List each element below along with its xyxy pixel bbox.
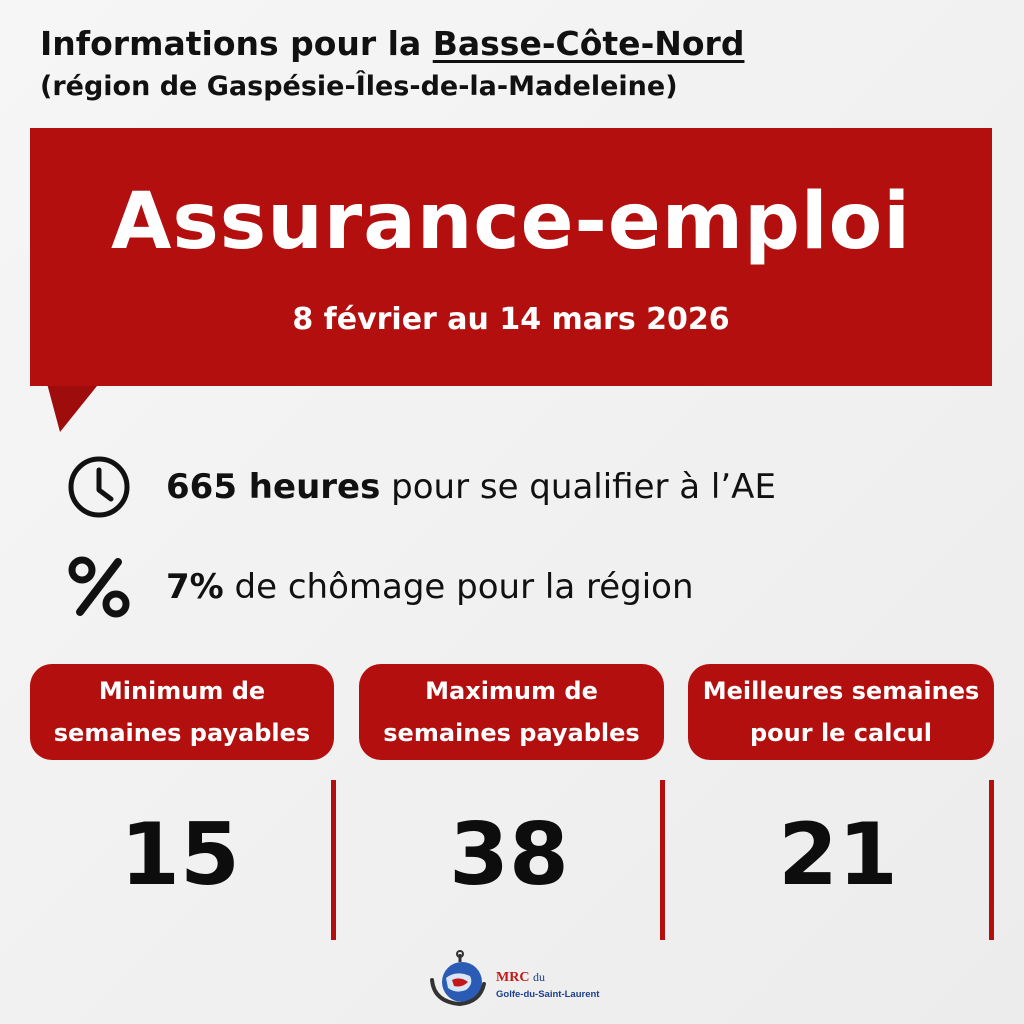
fact-unemployment-value: 7% — [166, 567, 224, 607]
stat-header-line: Meilleures semaines — [702, 677, 980, 705]
stat-header-max-weeks — [359, 664, 664, 760]
column-divider — [331, 780, 336, 940]
stat-value-min-weeks: 15 — [120, 805, 240, 905]
title-banner — [30, 128, 992, 386]
title-prefix: Informations pour la — [40, 24, 433, 63]
logo-name-main: MRC — [496, 970, 530, 985]
stat-value-max-weeks: 38 — [449, 805, 569, 905]
fact-hours — [66, 452, 776, 522]
clock-icon — [66, 454, 132, 520]
stat-header-best-weeks — [688, 664, 994, 760]
stat-value-best-weeks: 21 — [778, 805, 898, 905]
column-divider — [660, 780, 665, 940]
stat-header-line: Minimum de — [98, 677, 266, 705]
fact-unemployment-label: de chômage pour la région — [223, 567, 694, 607]
region-name: Basse-Côte-Nord — [432, 24, 745, 63]
fact-hours-label: pour se qualifier à l’AE — [380, 467, 776, 507]
fact-unemployment — [66, 552, 694, 622]
stat-header-line: semaines payables — [383, 719, 640, 747]
fact-hours-text — [166, 467, 776, 507]
page-title — [40, 20, 1000, 68]
percent-icon — [66, 554, 132, 620]
header — [40, 20, 1000, 106]
stat-header-line: pour le calcul — [750, 719, 932, 747]
column-divider — [989, 780, 994, 940]
stat-header-line: semaines payables — [53, 719, 311, 747]
banner-dates: 8 février au 14 mars 2026 — [292, 302, 730, 337]
globe-anchor-icon — [426, 950, 492, 1010]
stat-header-min-weeks — [30, 664, 334, 760]
page-subtitle: (région de Gaspésie-Îles-de-la-Madeleine) — [40, 71, 678, 102]
fact-unemployment-text — [166, 567, 694, 607]
logo-name-suffix: du — [532, 970, 545, 984]
mrc-logo — [426, 950, 626, 1010]
logo-subtitle: Golfe-du-Saint-Laurent — [496, 989, 600, 1000]
fact-hours-value: 665 heures — [166, 467, 381, 507]
banner-title: Assurance-emploi — [111, 177, 911, 267]
logo-name — [496, 970, 545, 986]
stat-header-line: Maximum de — [425, 677, 598, 705]
